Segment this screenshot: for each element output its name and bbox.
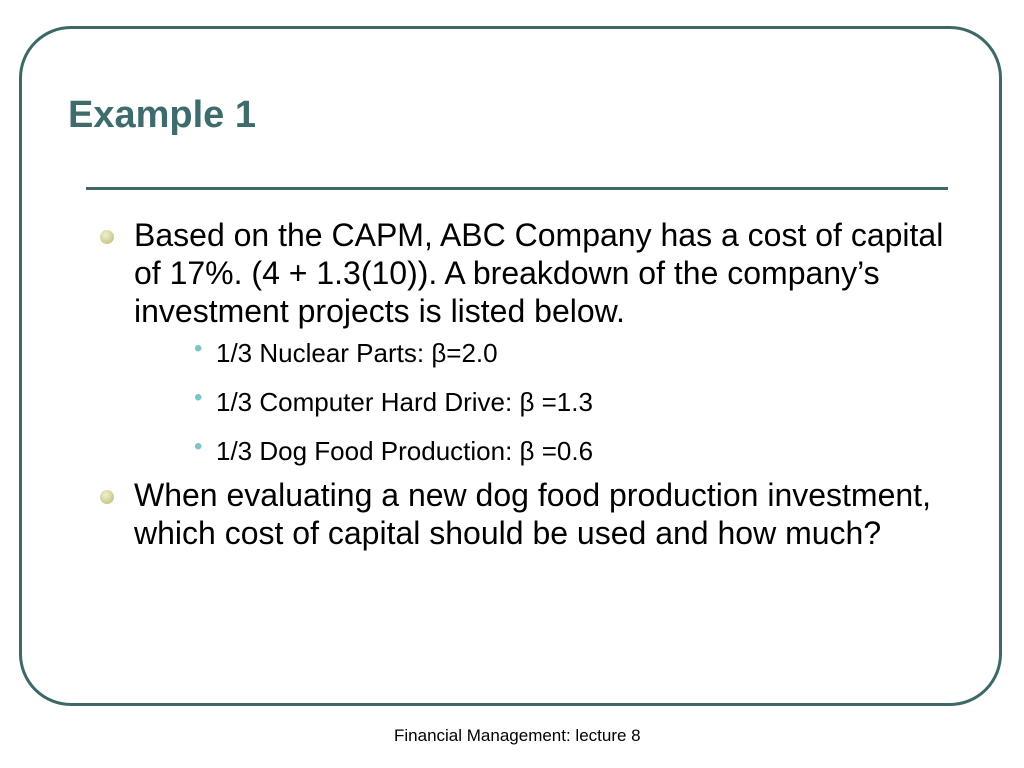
sub-bullet-text: 1/3 Dog Food Production: β =0.6 [216,436,594,466]
sub-bullet-item [180,336,958,370]
slide-footer: Financial Management: lecture 8 [394,726,641,745]
bullet-item [98,216,958,468]
sub-bullet-item [180,434,958,468]
title-divider [86,187,948,190]
bullet-text: When evaluating a new dog food production investment, which cost of capital should be used and how much? [134,477,931,551]
bullet-dot-icon [100,490,114,504]
sub-bullet-text: 1/3 Computer Hard Drive: β =1.3 [216,387,593,417]
sub-bullet-dot-icon: • [194,433,203,460]
sub-bullet-dot-icon: • [194,335,203,362]
slide-title: Example 1 [68,94,256,136]
slide-body [98,216,958,552]
bullet-dot-icon [100,230,114,244]
sub-bullet-dot-icon: • [194,384,203,411]
sub-bullet-text: 1/3 Nuclear Parts: β=2.0 [216,338,498,368]
sub-bullet-item [180,385,958,419]
sub-bullet-list [180,336,958,468]
bullet-text: Based on the CAPM, ABC Company has a cost of capital of 17%. (4 + 1.3(10)). A breakdown of the company’s investment projects is listed below. [134,217,944,329]
bullet-item [98,476,958,552]
